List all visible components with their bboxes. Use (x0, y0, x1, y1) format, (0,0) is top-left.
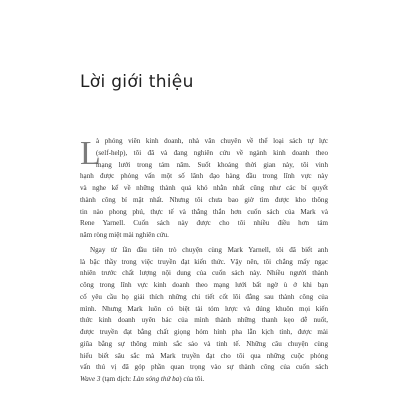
book-title-wave-3: Wave 3 (80, 375, 101, 383)
book-title-vietnamese: Làn sóng thứ ba (132, 375, 180, 383)
text-line: là bậc thầy trong việc truyền đạt kiến thức. Vậy nên, tôi chẳng mấy ngạc (80, 257, 328, 266)
text-line: Rene Yarnell. Cuốn sách này được cho tôi nhiều điều hơn tám (80, 219, 328, 228)
paragraph-2 (80, 245, 328, 386)
text-fragment: ) của tôi. (179, 375, 205, 383)
text-line: mạng lưới trong tám năm. Suốt khoảng thời gian này, tôi vinh (96, 160, 328, 169)
text-line: được truyền đạt bằng chất giọng hóm hỉnh pha lẫn kịch tính, được mài (80, 328, 328, 336)
text-line: vấn thú vị đã góp phần quan trọng vào sự thành công của cuốn sách (80, 363, 328, 372)
text-line: hiểu biết sâu sắc mà Mark truyền đạt cho tôi qua những cuộc phỏng (80, 351, 328, 360)
text-line: giũa bằng sự thông minh sắc sảo và tinh tế. Những câu chuyện cùng (80, 339, 328, 348)
text-line: hạnh được phỏng vấn một số lãnh đạo hàng đầu trong lĩnh vực này (80, 172, 328, 181)
text-line: (self-help), tôi đã và đang nghiên cứu về ngành kinh doanh theo (96, 148, 328, 157)
text-line: thức kinh doanh uyên bác của mình thành những thanh kẹo dễ nuốt, (80, 316, 328, 325)
text-fragment: (tạm dịch: (100, 375, 133, 383)
text-line: thành công bí mật nhất. Nhưng tôi chưa bao giờ tìm được kho thông (80, 195, 328, 204)
text-line: à phóng viên kinh doanh, nhà văn chuyên về thể loại sách tự lực (96, 137, 328, 145)
text-line: cố yêu cầu họ giải thích những chi tiết cốt lõi đằng sau thành công của (80, 292, 328, 301)
text-line-final (80, 374, 328, 386)
chapter-title: Lời giới thiệu (80, 72, 194, 92)
text-line: công trong lĩnh vực kinh doanh theo mạng lưới bất ngờ ù ở khi bạn (80, 281, 328, 289)
text-line: tin nào phong phú, thực tế và thẳng thắn hơn cuốn sách của Mark và (80, 207, 328, 216)
drop-cap-letter: L (80, 135, 101, 172)
body-text (80, 136, 328, 386)
text-line: mình. Nhưng Mark luôn có biệt tài tóm lược và đúng khuôn mọi kiến (80, 304, 328, 313)
paragraph-1 (80, 136, 328, 242)
text-line: nhiên trước chất lượng nội dung của cuốn sách này. Nhiều người thành (80, 269, 328, 278)
text-line: và nghe kể về những thành quả khó nhằn nhất cũng như các bí quyết (80, 184, 328, 192)
text-line: năm ròng miệt mài nghiên cứu. (80, 231, 169, 239)
text-line: Ngay từ lần đầu tiên trò chuyện cùng Mark Yarnell, tôi đã biết anh (90, 245, 328, 254)
